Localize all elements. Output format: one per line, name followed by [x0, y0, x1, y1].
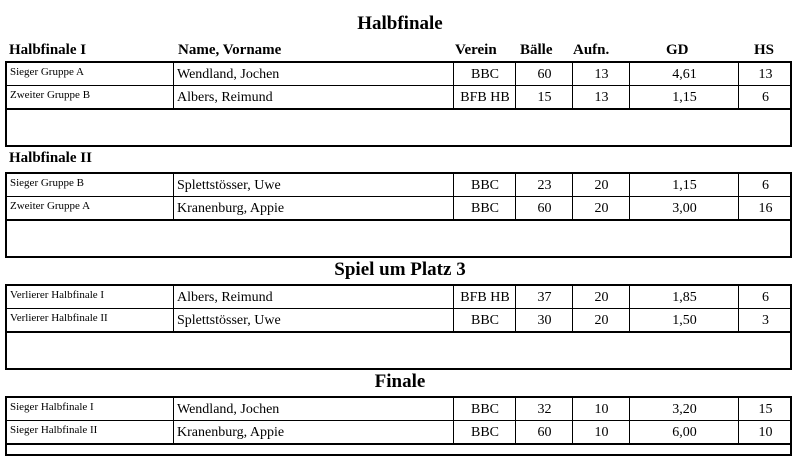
cell-verein: BBC: [470, 178, 499, 193]
match-table: [5, 396, 792, 456]
cell-baelle: 32: [537, 402, 552, 417]
cell-hs: 15: [758, 402, 773, 417]
cell-baelle: 37: [537, 290, 552, 305]
header-hs: HS: [754, 42, 775, 58]
cell-baelle: 60: [537, 201, 552, 216]
cell-name: Kranenburg, Appie: [177, 425, 285, 440]
cell-baelle: 15: [537, 90, 552, 105]
header-gd: GD: [666, 42, 689, 58]
match-table: [5, 284, 792, 370]
cell-aufn: 20: [594, 178, 609, 193]
header-baelle: Bälle: [520, 42, 553, 58]
cell-gd: 4,61: [672, 67, 697, 82]
cell-label: Verlierer Halbfinale II: [10, 312, 108, 324]
cell-verein: BBC: [470, 201, 499, 216]
cell-hs: 16: [758, 201, 773, 216]
header-verein: Verein: [455, 42, 497, 58]
cell-baelle: 60: [537, 425, 552, 440]
section-title-halbfinale-ii: Halbfinale II: [9, 150, 92, 166]
cell-gd: 3,20: [672, 402, 697, 417]
cell-verein: BFB HB: [460, 90, 510, 105]
cell-label: Zweiter Gruppe B: [10, 89, 91, 101]
cell-label: Sieger Gruppe A: [10, 66, 84, 78]
cell-baelle: 60: [537, 67, 552, 82]
cell-aufn: 20: [594, 201, 609, 216]
cell-name: Wendland, Jochen: [177, 67, 280, 82]
header-name: Name, Vorname: [178, 42, 282, 58]
cell-aufn: 20: [594, 313, 609, 328]
match-table: [5, 172, 792, 258]
cell-hs: 13: [758, 67, 773, 82]
cell-verein: BFB HB: [460, 290, 510, 305]
cell-baelle: 23: [537, 178, 552, 193]
cell-label: Sieger Halbfinale II: [10, 424, 98, 436]
cell-verein: BBC: [470, 425, 499, 440]
header-halbfinale-i: Halbfinale I: [9, 42, 87, 58]
cell-hs: 6: [762, 290, 769, 305]
cell-gd: 1,15: [672, 90, 697, 105]
section-title-platz-3: Spiel um Platz 3: [334, 259, 466, 280]
cell-gd: 3,00: [672, 201, 697, 216]
cell-aufn: 13: [594, 67, 609, 82]
cell-name: Albers, Reimund: [177, 90, 273, 105]
cell-aufn: 13: [594, 90, 609, 105]
cell-name: Wendland, Jochen: [177, 402, 280, 417]
cell-aufn: 10: [594, 425, 609, 440]
cell-label: Verlierer Halbfinale I: [10, 289, 105, 301]
cell-gd: 1,50: [672, 313, 697, 328]
cell-verein: BBC: [470, 67, 499, 82]
cell-gd: 1,15: [672, 178, 697, 193]
cell-gd: 1,85: [672, 290, 697, 305]
section-title-finale: Finale: [374, 371, 426, 392]
header-aufn: Aufn.: [573, 42, 610, 58]
cell-gd: 6,00: [672, 425, 697, 440]
cell-verein: BBC: [470, 313, 499, 328]
cell-label: Sieger Gruppe B: [10, 177, 84, 189]
cell-hs: 6: [762, 178, 769, 193]
cell-name: Albers, Reimund: [177, 290, 273, 305]
cell-aufn: 10: [594, 402, 609, 417]
cell-aufn: 20: [594, 290, 609, 305]
page-title: Halbfinale: [357, 13, 443, 34]
cell-baelle: 30: [537, 313, 552, 328]
cell-verein: BBC: [470, 402, 499, 417]
cell-hs: 6: [762, 90, 769, 105]
cell-name: Kranenburg, Appie: [177, 201, 285, 216]
cell-label: Zweiter Gruppe A: [10, 200, 91, 212]
cell-label: Sieger Halbfinale I: [10, 401, 94, 413]
cell-name: Splettstösser, Uwe: [177, 313, 281, 328]
cell-hs: 3: [762, 313, 769, 328]
cell-name: Splettstösser, Uwe: [177, 178, 281, 193]
match-table: [5, 61, 792, 147]
cell-hs: 10: [758, 425, 773, 440]
